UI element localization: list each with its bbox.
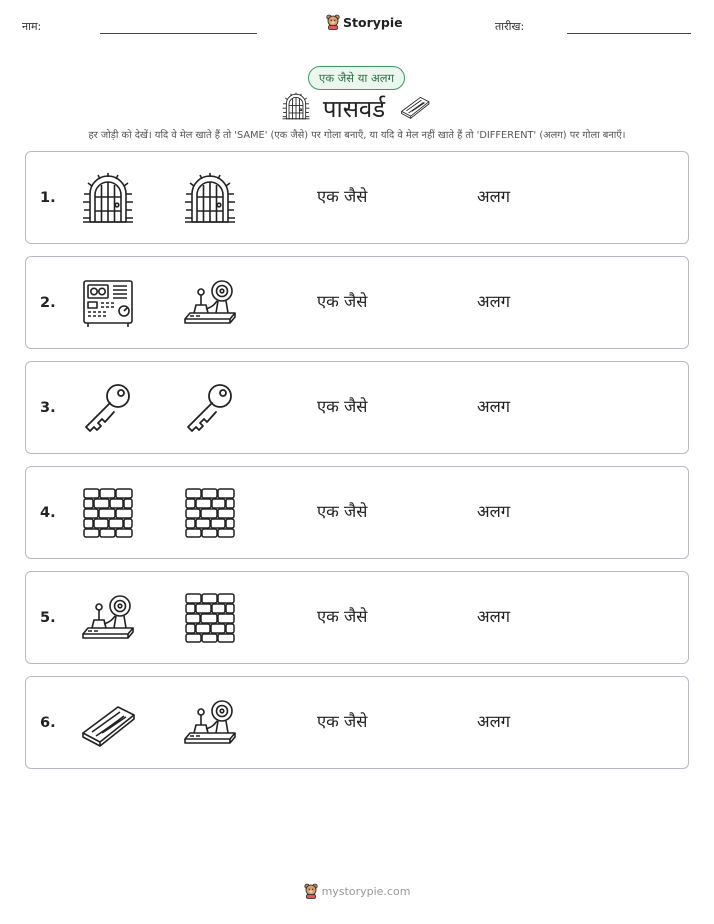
brand-name: Storypie <box>343 14 403 30</box>
stone-wall-icon <box>182 485 238 541</box>
title-gate-icon <box>281 91 311 125</box>
instructions: हर जोड़ी को देखें। यदि वे मेल खाते हैं तो 'SAME' (एक जैसे) पर गोला बनाएँ, या यदि वे मेल नहीं खाते हैं तो 'DIFFERENT' (अलग) पर गोला बनाएँ। <box>88 130 626 141</box>
option-different[interactable]: अलग <box>477 186 511 206</box>
name-line[interactable] <box>100 33 257 34</box>
question-row-1 <box>25 151 689 244</box>
gate-icon <box>182 170 238 226</box>
key-icon <box>80 380 136 436</box>
telegraph-icon <box>182 275 238 331</box>
stone-wall-icon <box>182 590 238 646</box>
date-line[interactable] <box>567 33 691 34</box>
bear-mascot-icon <box>326 14 340 30</box>
option-same[interactable]: एक जैसे <box>317 186 368 206</box>
telegraph-icon <box>80 590 136 646</box>
option-different[interactable]: अलग <box>477 291 511 311</box>
option-same[interactable]: एक जैसे <box>317 606 368 626</box>
title-row <box>0 90 714 126</box>
worksheet-type-badge: एक जैसे या अलग <box>308 66 405 90</box>
page-title: पासवर्ड <box>322 94 386 123</box>
question-row-2 <box>25 256 689 349</box>
name-label: नाम: <box>22 20 42 33</box>
option-different[interactable]: अलग <box>477 606 511 626</box>
option-different[interactable]: अलग <box>477 501 511 521</box>
question-number: 1. <box>40 189 56 206</box>
question-number: 4. <box>40 504 56 521</box>
title-wood-plank-icon <box>397 91 433 125</box>
brand-logo <box>326 14 403 30</box>
stone-wall-icon <box>80 485 136 541</box>
footer <box>0 883 714 899</box>
date-label: तारीख: <box>495 20 525 33</box>
option-same[interactable]: एक जैसे <box>317 291 368 311</box>
option-different[interactable]: अलग <box>477 396 511 416</box>
key-icon <box>182 380 238 436</box>
question-number: 2. <box>40 294 56 311</box>
footer-site[interactable]: mystorypie.com <box>321 884 411 898</box>
question-row-4 <box>25 466 689 559</box>
question-number: 3. <box>40 399 56 416</box>
question-number: 5. <box>40 609 56 626</box>
telegraph-icon <box>182 695 238 751</box>
question-row-5 <box>25 571 689 664</box>
wood-plank-icon <box>80 695 136 751</box>
control-panel-icon <box>80 275 136 331</box>
question-number: 6. <box>40 714 56 731</box>
option-same[interactable]: एक जैसे <box>317 501 368 521</box>
option-same[interactable]: एक जैसे <box>317 711 368 731</box>
option-different[interactable]: अलग <box>477 711 511 731</box>
question-row-6 <box>25 676 689 769</box>
question-row-3 <box>25 361 689 454</box>
bear-mascot-icon <box>304 883 318 899</box>
option-same[interactable]: एक जैसे <box>317 396 368 416</box>
gate-icon <box>80 170 136 226</box>
